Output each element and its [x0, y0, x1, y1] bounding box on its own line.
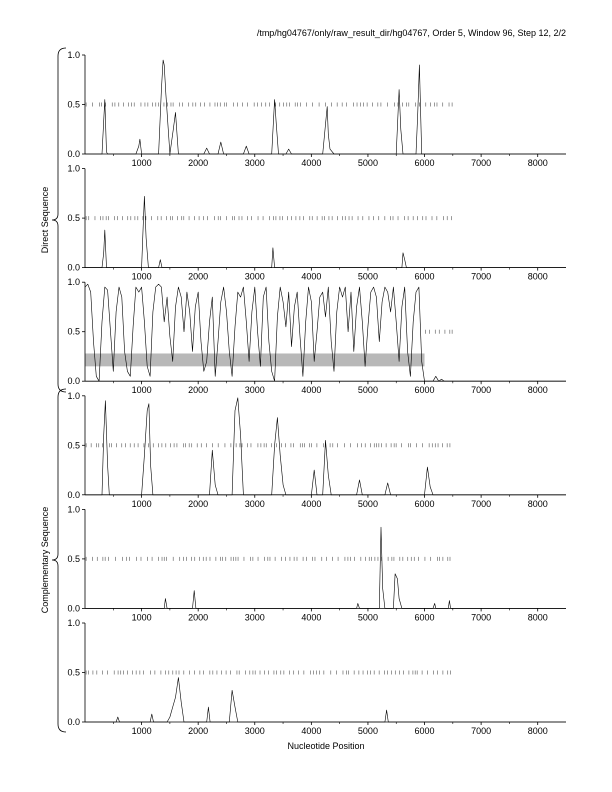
x-tick-label: 8000 [527, 158, 548, 168]
x-tick-label: 1000 [131, 158, 152, 168]
x-tick-label: 5000 [357, 158, 378, 168]
y-tick-label: 0.0 [67, 149, 80, 159]
x-tick-label: 8000 [527, 498, 548, 509]
threshold-band [85, 353, 425, 366]
y-tick-label: 1.0 [67, 618, 80, 628]
x-tick-label: 8000 [527, 726, 548, 736]
x-tick-label: 5000 [357, 385, 378, 396]
direct-group-label: Direct Sequence [40, 186, 50, 254]
x-tick-label: 4000 [301, 612, 322, 623]
series-line [85, 527, 566, 608]
y-tick-label: 1.0 [67, 390, 80, 401]
panels [67, 50, 566, 736]
y-tick-label: 1.0 [67, 277, 80, 288]
x-tick-label: 3000 [244, 498, 265, 509]
y-tick-label: 0.5 [67, 440, 80, 451]
x-tick-label: 3000 [244, 385, 265, 396]
x-tick-label: 2000 [188, 498, 209, 509]
x-tick-label: 7000 [471, 726, 492, 736]
x-tick-label: 6000 [414, 726, 435, 736]
x-tick-label: 1000 [131, 726, 152, 736]
x-tick-label: 4000 [301, 271, 322, 282]
x-tick-label: 1000 [131, 271, 152, 282]
x-tick-label: 2000 [188, 726, 209, 736]
panel-3 [67, 277, 566, 395]
x-tick-label: 2000 [188, 158, 209, 168]
x-tick-label: 2000 [188, 385, 209, 396]
series-line [85, 196, 566, 267]
x-tick-label: 7000 [471, 385, 492, 396]
x-tick-label: 5000 [357, 498, 378, 509]
y-tick-label: 0.5 [67, 213, 80, 224]
x-tick-label: 4000 [301, 385, 322, 396]
y-tick-label: 0.5 [67, 326, 80, 337]
y-tick-label: 0.0 [67, 489, 80, 500]
x-tick-label: 5000 [357, 612, 378, 623]
x-tick-label: 1000 [131, 385, 152, 396]
x-tick-label: 8000 [527, 385, 548, 396]
x-tick-label: 4000 [301, 158, 322, 168]
x-tick-label: 3000 [244, 726, 265, 736]
y-tick-label: 0.0 [67, 717, 80, 727]
figure-header: /tmp/hg04767/only/raw_result_dir/hg04767, Order 5, Window 96, Step 12, 2/2 [256, 28, 566, 38]
x-tick-label: 4000 [301, 726, 322, 736]
x-tick-label: 6000 [414, 158, 435, 168]
x-tick-label: 7000 [471, 158, 492, 168]
x-tick-label: 2000 [188, 271, 209, 282]
y-tick-label: 1.0 [67, 504, 80, 515]
direct-group-brace [52, 48, 66, 392]
x-tick-label: 6000 [414, 271, 435, 282]
x-tick-label: 7000 [471, 271, 492, 282]
x-tick-label: 7000 [471, 498, 492, 509]
x-tick-label: 1000 [131, 612, 152, 623]
panel-1 [67, 50, 566, 168]
x-tick-label: 3000 [244, 612, 265, 623]
y-tick-label: 0.5 [67, 553, 80, 564]
x-tick-label: 8000 [527, 612, 548, 623]
complementary-group-label: Complementary Sequence [40, 506, 50, 614]
y-tick-label: 1.0 [67, 163, 80, 174]
series-line [85, 60, 566, 154]
y-tick-label: 0.0 [67, 603, 80, 614]
panel-6 [67, 618, 566, 736]
y-tick-label: 1.0 [67, 50, 80, 60]
y-tick-label: 0.0 [67, 376, 80, 387]
x-tick-label: 6000 [414, 385, 435, 396]
x-tick-label: 6000 [414, 498, 435, 509]
x-tick-label: 5000 [357, 271, 378, 282]
x-tick-label: 4000 [301, 498, 322, 509]
panel-4 [67, 391, 566, 509]
x-tick-label: 3000 [244, 271, 265, 282]
x-axis-label: Nucleotide Position [287, 741, 365, 751]
series-line [85, 678, 566, 723]
x-tick-label: 2000 [188, 612, 209, 623]
panel-5 [67, 504, 566, 622]
complementary-group-brace [52, 389, 66, 732]
y-tick-label: 0.5 [67, 667, 80, 678]
x-tick-label: 3000 [244, 158, 265, 168]
y-tick-label: 0.5 [67, 99, 80, 110]
x-tick-label: 5000 [357, 726, 378, 736]
x-tick-label: 6000 [414, 612, 435, 623]
y-tick-label: 0.0 [67, 262, 80, 273]
x-tick-label: 1000 [131, 498, 152, 509]
series-line [85, 284, 566, 381]
x-tick-label: 7000 [471, 612, 492, 623]
x-tick-label: 8000 [527, 271, 548, 282]
panel-2 [67, 164, 566, 282]
